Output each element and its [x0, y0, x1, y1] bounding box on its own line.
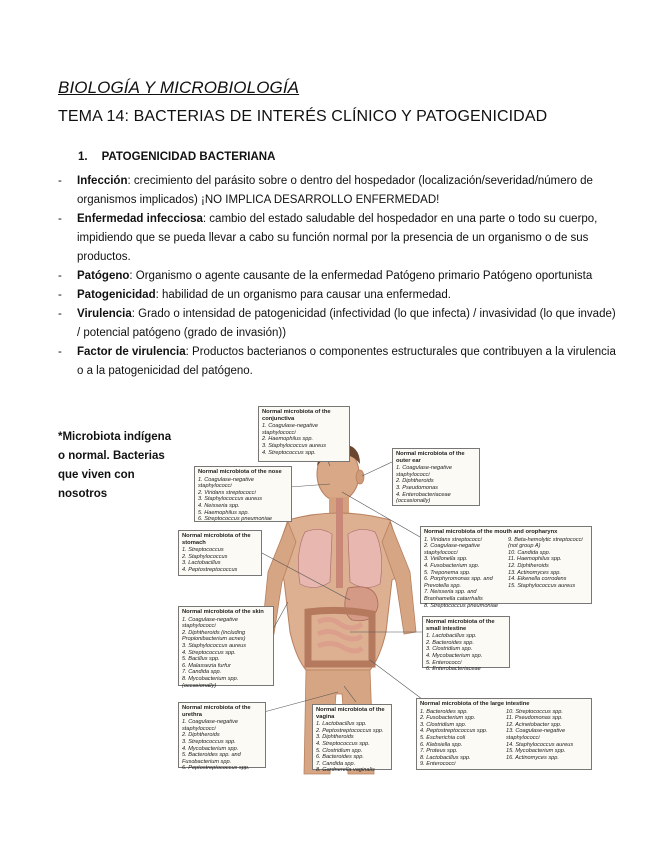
mouth-oropharynx-label: Normal microbiota of the mouth and oropharynx 1. Viridans streptococci 2. Coagulase-negative staphylococci 3. Veillonella spp. 4. Fusobacterium spp. 5. Treponema spp. 6. Porphyromonas spp. and Prevotella spp. 7. Neisseria spp. and Branhamella catarrhalis 8. Streptococcus pneumoniae 9. Beta-hemolytic streptococci (not group A) 10. Candida spp. 11. Haemophilus spp. 12. Diphtheroids 13. Actinomyces spp. 14. Eikenella corrodens 15. Staphylococcus aureus — [420, 526, 592, 604]
normal-microbiota-figure — [170, 402, 595, 774]
definition-item: - Patógeno: Organismo o agente causante de la enfermedad Patógeno primario Patógeno oportunista — [58, 270, 593, 282]
definition-item: - Enfermedad infecciosa: cambio del estado saludable del hospedador en una parte o todo su cuerpo, impidiendo que se pueda llevar a cabo su función normal por la presencia de un organismo o de sus productos. — [58, 213, 598, 263]
definition-item: - Infección: crecimiento del parásito sobre o dentro del hospedador (localización/severidad/número de organismos implicados) ¡NO IMPLICA DESARROLLO ENFERMEDAD! — [58, 175, 593, 206]
definition-term: Virulencia — [77, 308, 132, 320]
definition-text: : Organismo o agente causante de la enfermedad Patógeno primario Patógeno oportunista — [129, 270, 593, 282]
definition-text: : habilidad de un organismo para causar una enfermedad. — [155, 289, 451, 301]
esophagus-shape — [336, 498, 343, 588]
definition-term: Infección — [77, 175, 128, 187]
definition-term: Enfermedad infecciosa — [77, 213, 203, 225]
definition-text: : crecimiento del parásito sobre o dentro del hospedador (localización/severidad/número de organismos implicados) ¡NO IMPLICA DESARROLLO ENFERMEDAD! — [77, 175, 593, 206]
subject-title: BIOLOGÍA Y MICROBIOLOGÍA — [58, 78, 300, 97]
definition-text: : Productos bacterianos o componentes estructurales que contribuyen a la virulencia o a la patogenicidad del patógeno. — [77, 346, 616, 377]
large-intestine-label: Normal microbiota of the large intestine 1. Bacteroides spp. 2. Fusobacterium spp. 3. Clostridium spp. 4. Peptostreptococcus spp. 5. Escherichia coli 6. Klebsiella spp. 7. Proteus spp. 8. Lactobacillus spp. 9. Enterococci 10. Streptococcus spp. 11. Pseudomonas spp. 12. Acinetobacter spp. 13. Coagulase-negative staphylococci 14. Staphylococcus aureus 15. Mycobacterium spp. 16. Actinomyces spp. — [416, 698, 592, 770]
definition-item: - Factor de virulencia: Productos bacterianos o componentes estructurales que contribuyen a la virulencia o a la patogenicidad del patógeno. — [58, 346, 616, 377]
nose-label: Normal microbiota of the nose 1. Coagulase-negative staphylococci 2. Viridans streptococci 3. Staphylococcus aureus 4. Neisseria spp. 5. Haemophilus spp. 6. Streptococcus pneumoniae — [194, 466, 292, 522]
section-number: 1. — [78, 151, 88, 163]
urethra-label: Normal microbiota of the urethra 1. Coagulase-negative staphylococci 2. Diphtheroids 3. Streptococcus spp. 4. Mycobacterium spp. 5. Bacteroides spp. and Fusobacterium spp. 6. Peptostreptococcus spp. — [178, 702, 266, 768]
conjunctiva-label: Normal microbiota of the conjunctiva 1. Coagulase-negative staphylococci 2. Haemophilus spp. 3. Staphylococcus aureus 4. Streptococcus spp. — [258, 406, 350, 462]
definition-term: Patogenicidad — [77, 289, 156, 301]
ear-shape — [356, 470, 364, 484]
section-heading — [78, 151, 275, 163]
topic-title: TEMA 14: BACTERIAS DE INTERÉS CLÍNICO Y PATOGENICIDAD — [58, 108, 548, 125]
skin-label: Normal microbiota of the skin 1. Coagulase-negative staphylococci 2. Diphtheroids (including Propionibacterium acnes) 3. Staphylococcus aureus 4. Streptococcus spp. 5. Bacillus spp. 6. Malassezia furfur 7. Candida spp. 8. Mycobacterium spp. (occasionally) — [178, 606, 274, 686]
definitions-list — [58, 172, 618, 381]
definition-item: - Virulencia: Grado o intensidad de patogenicidad (infectividad (lo que infecta) / invasividad (lo que invade) / potencial patógeno (grado de invasión)) — [58, 308, 616, 339]
definition-text: : Grado o intensidad de patogenicidad (infectividad (lo que infecta) / invasividad (lo que invade) / potencial patógeno (grado de invasión)) — [77, 308, 616, 339]
definition-item: - Patogenicidad: habilidad de un organismo para causar una enfermedad. — [58, 289, 451, 301]
vagina-label: Normal microbiota of the vagina 1. Lactobacillus spp. 2. Peptostreptococcus spp. 3. Diphtheroids 4. Streptococcus spp. 5. Clostridium spp. 6. Bacteroides spp. 7. Candida spp. 8. Gardnerella vaginalis — [312, 704, 392, 770]
definition-term: Factor de virulencia — [77, 346, 186, 358]
stomach-label: Normal microbiota of the stomach 1. Streptococcus 2. Staphylococcus 3. Lactobacillus 4. Peptostreptococcus — [178, 530, 262, 576]
section-title: PATOGENICIDAD BACTERIANA — [101, 151, 276, 163]
outer-ear-label: Normal microbiota of the outer ear 1. Coagulase-negative staphylococci 2. Diphtheroids 3. Pseudomonas 4. Enterobacteriaceae (occasionally) — [392, 448, 480, 506]
microbiota-note: *Microbiota indígena o normal. Bacterias que viven con nosotros — [58, 431, 172, 500]
definition-term: Patógeno — [77, 270, 130, 282]
definition-text: : cambio del estado saludable del hospedador en una parte o todo su cuerpo, impidiendo que se pueda llevar a cabo su función normal por la presencia de un organismo o de sus productos. — [77, 213, 598, 263]
small-intestine-label: Normal microbiota of the small intestine 1. Lactobacillus spp. 2. Bacteroides spp. 3. Clostridium spp. 4. Mycobacterium spp. 5. Enterococci 6. Enterobacteriaceae — [422, 616, 510, 668]
